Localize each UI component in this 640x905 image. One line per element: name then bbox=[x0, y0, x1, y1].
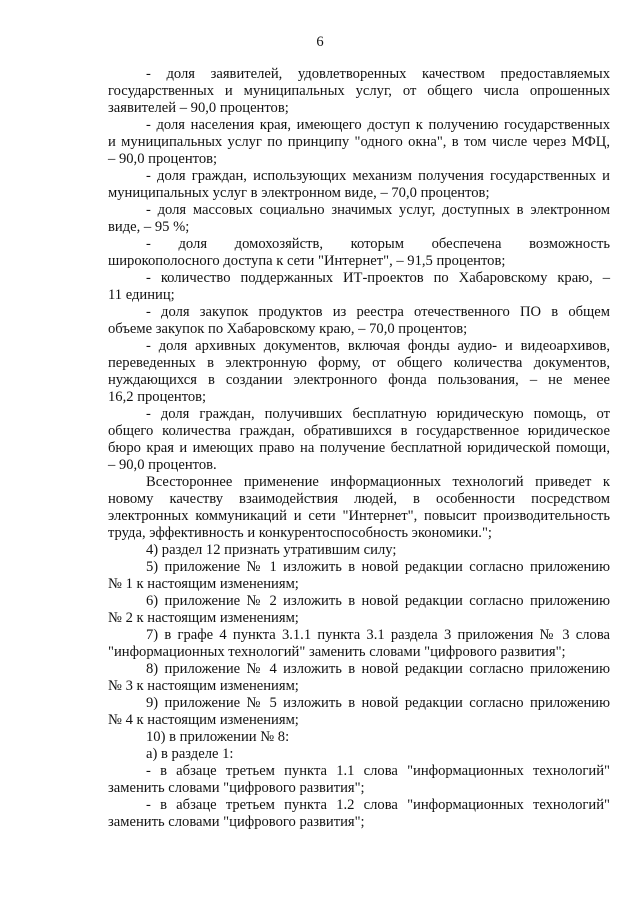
text-line: труда, эффективность и конкурентоспособность экономики."; bbox=[108, 525, 492, 541]
text-line: виде, – 95 %; bbox=[108, 219, 190, 235]
page-number: 6 bbox=[316, 34, 324, 50]
text-line: - доля закупок продуктов из реестра отечественного ПО в общем bbox=[146, 304, 610, 320]
text-line: 5) приложение № 1 изложить в новой редакции согласно приложению bbox=[146, 559, 610, 575]
text-line: заменить словами "цифрового развития"; bbox=[108, 814, 365, 830]
text-line: муниципальных услуг в электронном виде, – 70,0 процентов; bbox=[108, 185, 490, 201]
text-line: 9) приложение № 5 изложить в новой редакции согласно приложению bbox=[146, 695, 610, 711]
text-line: и муниципальных услуг по принципу "одного окна", в том числе через МФЦ, bbox=[108, 134, 610, 150]
text-line: 8) приложение № 4 изложить в новой редакции согласно приложению bbox=[146, 661, 610, 677]
text-line: "информационных технологий" заменить словами "цифрового развития"; bbox=[108, 644, 566, 660]
text-line: Всестороннее применение информационных технологий приведет к bbox=[146, 474, 610, 490]
text-line: – 90,0 процентов. bbox=[108, 457, 217, 473]
text-line: объеме закупок по Хабаровскому краю, – 70,0 процентов; bbox=[108, 321, 468, 337]
text-line: общего количества граждан, обратившихся в государственное юридическое bbox=[108, 423, 610, 439]
text-line: - доля заявителей, удовлетворенных качеством предоставляемых bbox=[146, 66, 610, 82]
text-line: - доля граждан, получивших бесплатную юридическую помощь, от bbox=[146, 406, 610, 422]
text-line: № 1 к настоящим изменениям; bbox=[108, 576, 299, 592]
text-line: переведенных в электронную форму, от общего количества документов, bbox=[108, 355, 610, 371]
text-line: 10) в приложении № 8: bbox=[146, 729, 290, 745]
text-line: государственных и муниципальных услуг, от общего числа опрошенных bbox=[108, 83, 610, 99]
text-line: нуждающихся в создании электронного фонда пользования, – не менее bbox=[108, 372, 610, 388]
text-line: 7) в графе 4 пункта 3.1.1 пункта 3.1 раздела 3 приложения № 3 слова bbox=[146, 627, 610, 643]
text-line: 16,2 процентов; bbox=[108, 389, 207, 405]
text-line: № 4 к настоящим изменениям; bbox=[108, 712, 299, 728]
text-line: № 2 к настоящим изменениям; bbox=[108, 610, 299, 626]
text-line: - в абзаце третьем пункта 1.1 слова "информационных технологий" bbox=[146, 763, 610, 779]
text-line: - доля населения края, имеющего доступ к получению государственных bbox=[146, 117, 610, 133]
text-line: новому качеству взаимодействия людей, в особенности посредством bbox=[108, 491, 610, 507]
text-line: широкополосного доступа к сети "Интернет", – 91,5 процентов; bbox=[108, 253, 506, 269]
text-line: - количество поддержанных ИТ-проектов по Хабаровскому краю, – bbox=[146, 270, 610, 286]
text-line: 11 единиц; bbox=[108, 287, 175, 303]
text-line: а) в разделе 1: bbox=[146, 746, 234, 762]
text-line: 4) раздел 12 признать утратившим силу; bbox=[146, 542, 397, 558]
text-line: бюро края и имеющих право на получение бесплатной юридической помощи, bbox=[108, 440, 610, 456]
text-line: заменить словами "цифрового развития"; bbox=[108, 780, 365, 796]
text-line: 6) приложение № 2 изложить в новой редакции согласно приложению bbox=[146, 593, 610, 609]
text-line: – 90,0 процентов; bbox=[108, 151, 218, 167]
text-line: электронных коммуникаций и сети "Интернет", повысит производительность bbox=[108, 508, 610, 524]
text-line: - доля массовых социально значимых услуг, доступных в электронном bbox=[146, 202, 610, 218]
text-line: - доля граждан, использующих механизм получения государственных и bbox=[146, 168, 610, 184]
text-line: - доля архивных документов, включая фонды аудио- и видеоархивов, bbox=[146, 338, 610, 354]
text-line: - в абзаце третьем пункта 1.2 слова "информационных технологий" bbox=[146, 797, 610, 813]
text-line: № 3 к настоящим изменениям; bbox=[108, 678, 299, 694]
text-line: заявителей – 90,0 процентов; bbox=[108, 100, 289, 116]
document-body bbox=[108, 66, 610, 831]
text-line: - доля домохозяйств, которым обеспечена возможность bbox=[146, 236, 610, 252]
